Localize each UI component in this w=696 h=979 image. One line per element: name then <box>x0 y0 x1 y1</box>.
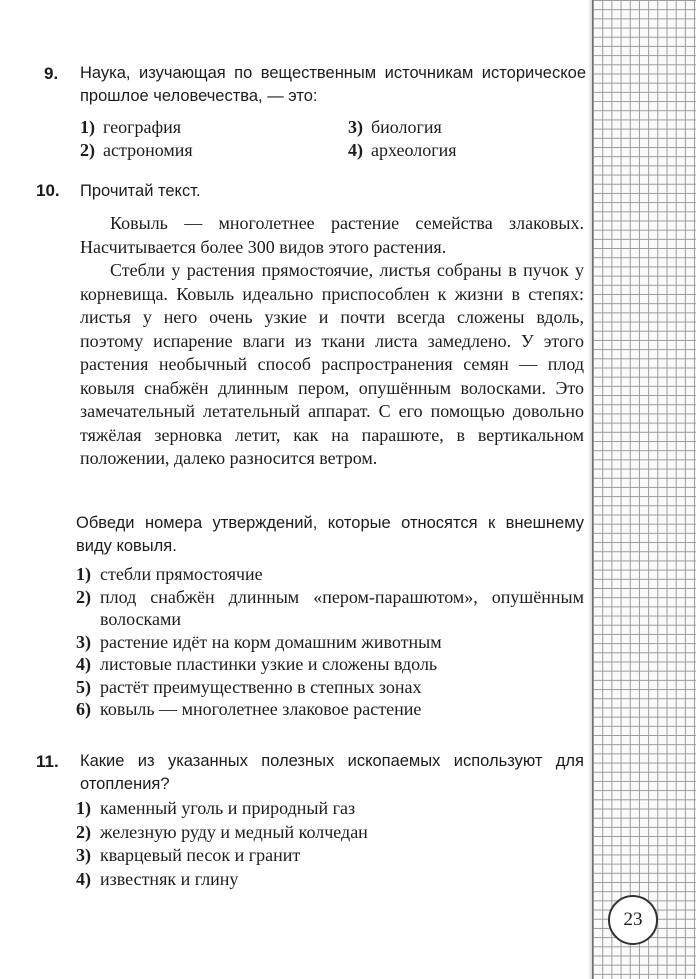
q10-paragraph-2: Стебли у растения прямостоячие, листья собраны в пучок у корневища. Ковыль идеально приспособлен к жизни в степях: листья у него очень узкие и почти всегда сложены вдоль, поэтому испарение влаги из ткани листа замедлено. У этого растения необычный способ распространения семян — плод ковыля снабжён длинным пером, опушённым волосками. Это замечательный летательный аппарат. С его помощью довольно тяжёлая зерновка летит, как на парашюте, в вертикальном положении, далеко разносится ветром. <box>80 260 584 468</box>
q10-option-5-text: растёт преимущественно в степных зонах <box>100 676 422 697</box>
q11-option-2-number: 2) <box>76 821 91 842</box>
q9-option-1-text: география <box>103 117 182 137</box>
page-number: 23 <box>608 895 658 945</box>
q11-text: Какие из указанных полезных ископаемых используют для отопления? <box>80 752 584 793</box>
grid-margin <box>592 0 696 979</box>
q9-option-2[interactable] <box>80 140 193 161</box>
q9-option-3[interactable] <box>348 117 442 138</box>
q9-text: Наука, изучающая по вещественным источникам историческое прошлое человечества, — это: <box>80 64 586 105</box>
q11-option-4[interactable] <box>76 868 584 892</box>
q10-option-4-number: 4) <box>76 654 91 674</box>
q11-option-3-text: кварцевый песок и гранит <box>100 845 301 865</box>
q10-passage <box>80 212 584 471</box>
q11-option-2-text: железную руду и медный колчедан <box>100 821 368 842</box>
q10-option-2-number: 2) <box>76 586 91 607</box>
q10-paragraph-1: Ковыль — многолетнее растение семейства злаковых. Насчитывается более 300 видов этого растения. <box>80 213 584 257</box>
q11-options <box>76 797 584 891</box>
q10-option-4-text: листовые пластинки узкие и сложены вдоль <box>100 654 438 674</box>
q9-option-4-text: археология <box>371 140 457 160</box>
q10-option-6-number: 6) <box>76 699 91 719</box>
q10-option-3-text: растение идёт на корм домашним животным <box>100 631 442 652</box>
q9-number: 9. <box>44 64 59 83</box>
q10-option-2-text: плод снабжён длинным «пером-парашютом», опушённым волосками <box>100 586 584 629</box>
q10-option-3[interactable] <box>76 631 584 654</box>
q9-option-3-text: биология <box>371 117 442 137</box>
q10-option-1-text: стебли прямостоячие <box>100 564 263 584</box>
q11-number: 11. <box>36 752 59 771</box>
q10-option-4[interactable] <box>76 653 584 676</box>
q11-option-4-text: известняк и глину <box>100 868 239 889</box>
q10-option-3-number: 3) <box>76 631 91 652</box>
q10-title: Прочитай текст. <box>80 182 201 200</box>
q10-number: 10. <box>36 181 60 200</box>
q10-instruction: Обведи номера утверждений, которые относятся к внешнему виду ковыля. <box>76 514 584 555</box>
q10-option-1[interactable] <box>76 563 584 586</box>
q10-option-5[interactable] <box>76 676 584 699</box>
q11-option-1[interactable] <box>76 797 584 821</box>
q9-option-4-number: 4) <box>348 140 363 160</box>
q10-option-2[interactable] <box>76 586 584 631</box>
q11-option-3-number: 3) <box>76 845 91 865</box>
q9-option-1-number: 1) <box>80 117 95 137</box>
q9-option-2-text: астрономия <box>103 140 193 160</box>
q9-option-4[interactable] <box>348 140 457 161</box>
q11-option-4-number: 4) <box>76 868 91 889</box>
q11-option-2[interactable] <box>76 821 584 845</box>
q10-option-1-number: 1) <box>76 564 91 584</box>
q10-options <box>76 563 584 721</box>
q10-option-6-text: ковыль — многолетнее злаковое растение <box>100 699 422 719</box>
q10-option-6[interactable] <box>76 698 584 721</box>
q11-option-3[interactable] <box>76 844 584 868</box>
q11-option-1-number: 1) <box>76 798 91 818</box>
q9-option-2-number: 2) <box>80 140 95 160</box>
q9-option-1[interactable] <box>80 117 181 138</box>
q9-option-3-number: 3) <box>348 117 363 137</box>
q11-option-1-text: каменный уголь и природный газ <box>100 798 356 818</box>
q10-option-5-number: 5) <box>76 676 91 697</box>
